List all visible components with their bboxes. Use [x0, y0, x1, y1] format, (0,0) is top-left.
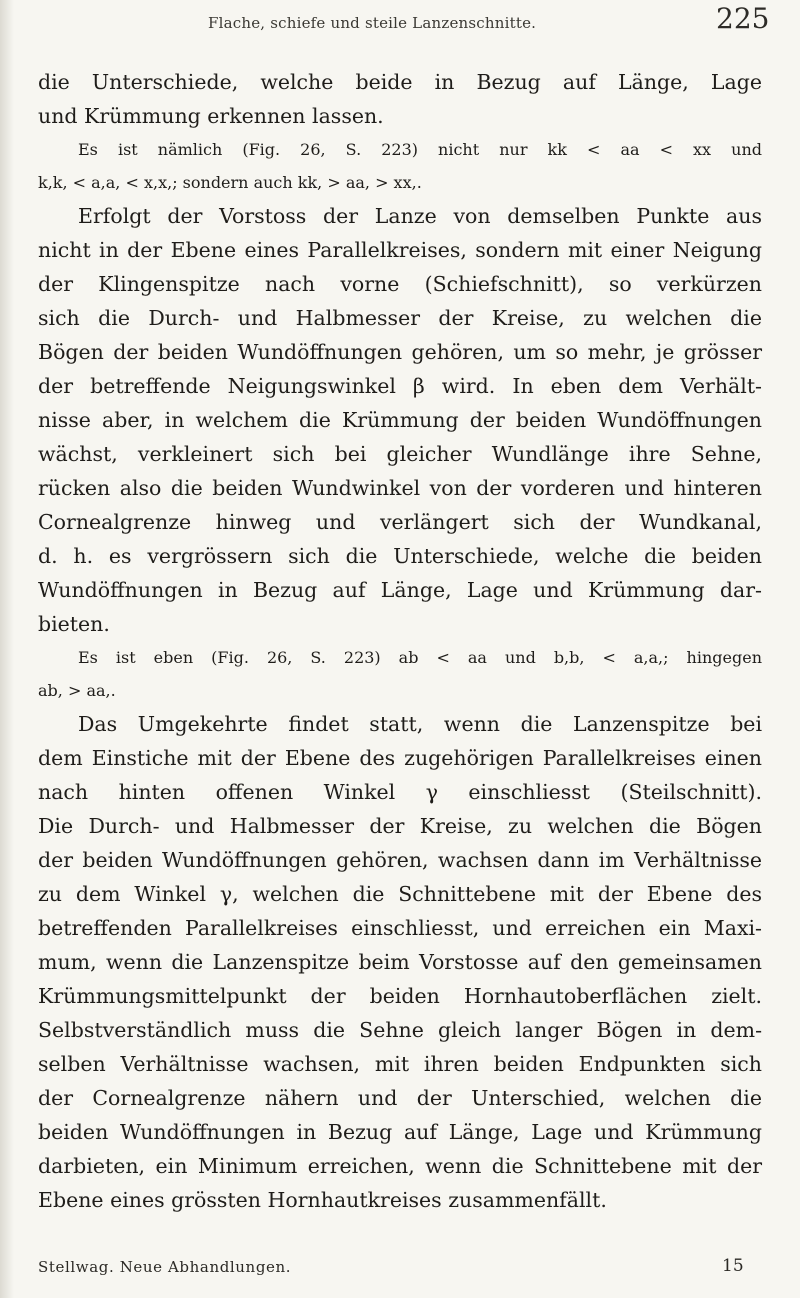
body-text — [38, 65, 762, 1217]
text-line: sich die Durch- und Halbmesser der Kreise, zu welchen die — [38, 306, 762, 330]
text-line: darbieten, ein Minimum erreichen, wenn die Schnittebene mit der — [38, 1154, 762, 1178]
text-line: betreffenden Parallelkreises einschliesst, und erreichen ein Maxi- — [38, 916, 762, 940]
text-line: beiden Wundöffnungen in Bezug auf Länge, Lage und Krümmung — [38, 1120, 762, 1144]
page-gutter-shadow — [0, 0, 14, 1298]
text-line: mum, wenn die Lanzenspitze beim Vorstosse auf den gemeinsamen — [38, 950, 762, 974]
text-line: bieten. — [38, 612, 110, 636]
text-line: wächst, verkleinert sich bei gleicher Wundlänge ihre Sehne, — [38, 442, 762, 466]
text-line: zu dem Winkel γ, welchen die Schnittebene mit der Ebene des — [38, 882, 762, 906]
text-line: der Klingenspitze nach vorne (Schiefschnitt), so verkürzen — [38, 272, 762, 296]
page-number: 225 — [716, 2, 770, 35]
text-line: Es ist nämlich (Fig. 26, S. 223) nicht nur kk < aa < xx und — [78, 140, 762, 159]
text-line: nisse aber, in welchem die Krümmung der beiden Wundöffnungen — [38, 408, 762, 432]
text-line: der betreffende Neigungswinkel β wird. In eben dem Verhält- — [38, 374, 762, 398]
running-head: Flache, schiefe und steile Lanzenschnitte. — [208, 14, 537, 32]
text-line: selben Verhältnisse wachsen, mit ihren beiden Endpunkten sich — [38, 1052, 762, 1076]
text-line: d. h. es vergrössern sich die Unterschiede, welche die beiden — [38, 544, 762, 568]
text-line: dem Einstiche mit der Ebene des zugehörigen Parallelkreises einen — [38, 746, 762, 770]
text-line: Krümmungsmittelpunkt der beiden Hornhautoberflächen zielt. — [38, 984, 762, 1008]
text-line: nicht in der Ebene eines Parallelkreises, sondern mit einer Neigung — [38, 238, 762, 262]
text-line: der Cornealgrenze nähern und der Unterschied, welchen die — [38, 1086, 762, 1110]
text-line: der beiden Wundöffnungen gehören, wachsen dann im Verhältnisse — [38, 848, 762, 872]
text-line: Cornealgrenze hinweg und verlängert sich der Wundkanal, — [38, 510, 762, 534]
text-line: Die Durch- und Halbmesser der Kreise, zu welchen die Bögen — [38, 814, 762, 838]
text-line: ab, > aa,. — [38, 681, 116, 700]
text-line: Ebene eines grössten Hornhautkreises zusammenfällt. — [38, 1188, 607, 1212]
text-line: Es ist eben (Fig. 26, S. 223) ab < aa und b,b, < a,a,; hingegen — [78, 648, 762, 667]
text-line: rücken also die beiden Wundwinkel von der vorderen und hinteren — [38, 476, 762, 500]
text-line: Wundöffnungen in Bezug auf Länge, Lage und Krümmung dar- — [38, 578, 762, 602]
text-line: Selbstverständlich muss die Sehne gleich langer Bögen in dem- — [38, 1018, 762, 1042]
sheet-number: 15 — [722, 1256, 744, 1276]
text-line: und Krümmung erkennen lassen. — [38, 104, 384, 128]
text-line: die Unterschiede, welche beide in Bezug auf Länge, Lage — [38, 70, 762, 94]
text-line: Erfolgt der Vorstoss der Lanze von demselben Punkte aus — [78, 204, 762, 228]
text-line: Bögen der beiden Wundöffnungen gehören, um so mehr, je grösser — [38, 340, 762, 364]
text-line: nach hinten offenen Winkel γ einschliesst (Steilschnitt). — [38, 780, 762, 804]
text-line: Das Umgekehrte findet statt, wenn die Lanzenspitze bei — [78, 712, 762, 736]
text-line: k,k, < a,a, < x,x,; sondern auch kk, > aa, > xx,. — [38, 173, 422, 192]
printer-signature: Stellwag. Neue Abhandlungen. — [38, 1258, 292, 1276]
